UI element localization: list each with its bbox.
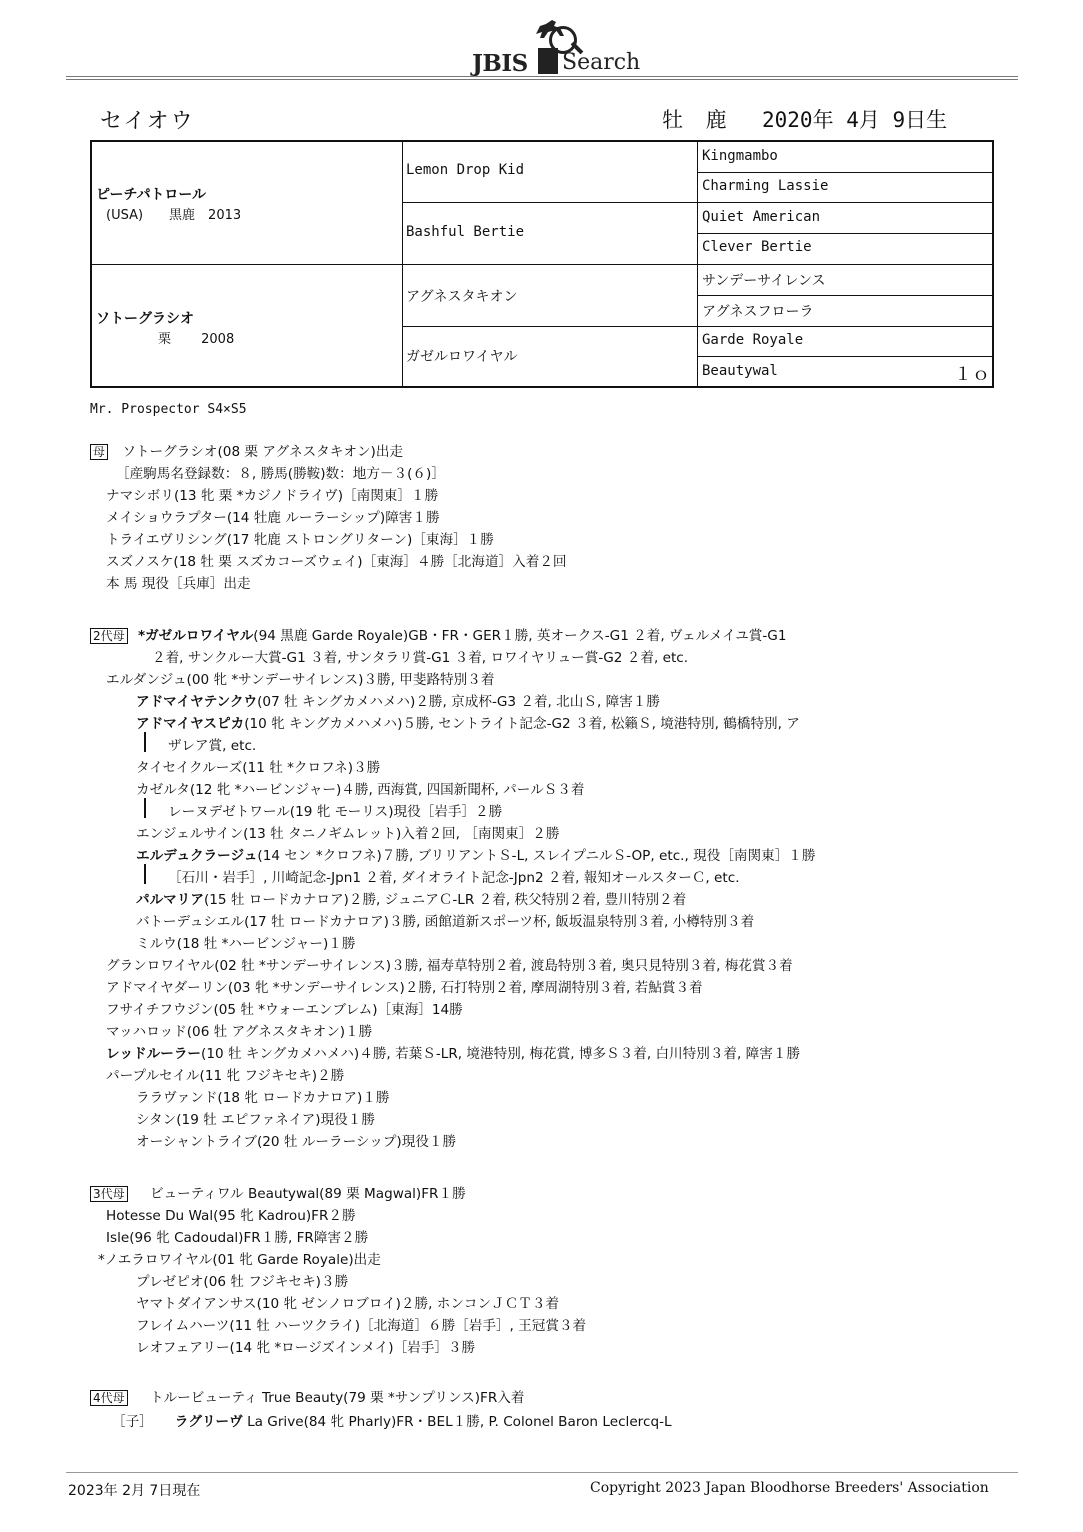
dam-detail: 栗 2008 [106, 332, 235, 347]
dam-line-4: トライエヴリシング(17 牝鹿 ストロングリターン)［東海］１勝 [106, 532, 494, 548]
gen2-line-8-cont: ［石川・岩手］, 川崎記念-Jpn1 ２着, ダイオライト記念-Jpn2 ２着, 報知オールスターＣ, etc. [168, 870, 740, 886]
title-row [98, 104, 988, 136]
gen2-tag: 2代母 [90, 628, 128, 644]
gen2-name: *ガゼルロワイヤル [137, 628, 254, 644]
dam-line-5: スズノスケ(18 牡 栗 スズカコーズウェイ)［東海］４勝［北海道］入着２回 [106, 554, 567, 570]
gen2-line-4: タイセイクルーズ(11 牡 *クロフネ)３勝 [136, 760, 381, 776]
sire-sire: Lemon Drop Kid [406, 162, 525, 178]
gen3-header [90, 1182, 466, 1202]
dam-line-0: ソトーグラシオ(08 栗 アグネスタキオン)出走 [122, 444, 404, 460]
header-divider [66, 76, 1018, 80]
offspring-bar [144, 732, 146, 752]
family-number: １ｏ [954, 364, 990, 385]
dam-section-header [90, 440, 403, 460]
logo-search-text: Search [562, 50, 641, 75]
gen2-line-15: マッハロッド(06 牡 アグネスタキオン)１勝 [106, 1024, 373, 1040]
gen2-line-5: カゼルタ(12 牝 *ハービンジャー)４勝, 西海賞, 四国新聞杯, パールＳ３着 [136, 782, 585, 798]
dam-line-2: ナマシボリ(13 牝 栗 *カジノドライヴ)［南関東］１勝 [106, 488, 439, 504]
dam-line-1: ［産駒馬名登録数：８, 勝馬(勝鞍)数：地方－３(６)］ [116, 466, 445, 482]
dam-sire: アグネスタキオン [406, 289, 518, 305]
dam-dam: ガゼルロワイヤル [406, 349, 518, 365]
dam-line-6: 本 馬 現役［兵庫］出走 [106, 576, 251, 592]
gen2-line-7: エンジェルサイン(13 牡 タニノギムレット)入着２回, ［南関東］２勝 [136, 826, 560, 842]
gen4-child-name: ラグリーヴ [174, 1414, 243, 1430]
dam-line-3: メイショウラプター(14 牡鹿 ルーラーシップ)障害１勝 [106, 510, 440, 526]
gen2-line-9: パルマリア(15 牡 ロードカナロア)２勝, ジュニアＣ-LR ２着, 秩父特別２着, 豊川特別２着 [136, 892, 687, 908]
gen4-child [112, 1410, 672, 1430]
gen4-child-detail: La Grive(84 牝 Pharly)FR・BEL１勝, P. Colonel Baron Leclercq-L [242, 1414, 672, 1430]
dam-cell [96, 308, 234, 347]
gen2-line-3-cont: ザレア賞, etc. [168, 738, 257, 754]
dam-name: ソトーグラシオ [96, 311, 194, 327]
gen2-line-6: レーヌデゼトワール(19 牝 モーリス)現役［岩手］２勝 [168, 804, 503, 820]
gen2-line-1: エルダンジュ(00 牝 *サンデーサイレンス)３勝, 甲斐路特別３着 [106, 672, 495, 688]
as-of-date: 2023年 2月 7日現在 [68, 1483, 201, 1499]
jbis-search-logo [466, 12, 641, 78]
gen3-line-7: レオフェアリー(14 牝 *ロージズインメイ)［岩手］３勝 [136, 1340, 476, 1356]
gen3-line-5: ヤマトダイアンサス(10 牝 ゼンノロブロイ)２勝, ホンコンＪＣＴ３着 [136, 1296, 560, 1312]
gen2-line-14: フサイチフウジン(05 牡 *ウォーエンブレム)［東海］14勝 [106, 1002, 463, 1018]
gen2-header [90, 624, 786, 644]
ped-sss: Kingmambo [702, 148, 778, 164]
offspring-bar [144, 864, 146, 884]
ped-dsd: アグネスフローラ [702, 304, 814, 320]
copyright: Copyright 2023 Japan Bloodhorse Breeders' Association [590, 1480, 989, 1496]
gen3-tag: 3代母 [90, 1186, 128, 1202]
gen4-tag: 4代母 [90, 1390, 128, 1406]
logo-jbis-text: JBIS [472, 50, 528, 77]
logo-area [0, 12, 1083, 82]
gen2-line-16: レッドルーラー(10 牡 キングカメハメハ)４勝, 若葉Ｓ-LR, 境港特別, 梅花賞, 博多Ｓ３着, 白川特別３着, 障害１勝 [106, 1046, 801, 1062]
gen3-line-2: Isle(96 牝 Cadoudal)FR１勝, FR障害２勝 [106, 1230, 369, 1246]
gen4-child-label: ［子］ [112, 1414, 153, 1430]
gen2-line-10: バトーデュシエル(17 牡 ロードカナロア)３勝, 函館道新スポーツ杯, 飯坂温泉特別３着, 小樽特別３着 [136, 914, 755, 930]
offspring-bar [144, 798, 146, 818]
ped-sds: Quiet American [702, 209, 821, 225]
ped-dss: サンデーサイレンス [702, 273, 826, 289]
ped-sdd: Clever Bertie [702, 239, 812, 255]
gen2-line-12: グランロワイヤル(02 牡 *サンデーサイレンス)３勝, 福寿草特別２着, 渡島特別３着, 奥只見特別３着, 梅花賞３着 [106, 958, 793, 974]
gen3-line-6: フレイムハーツ(11 牡 ハーツクライ)［北海道］６勝［岩手］, 王冠賞３着 [136, 1318, 587, 1334]
sire-dam: Bashful Bertie [406, 224, 525, 240]
inbreeding-note: Mr. Prospector S4×S5 [90, 402, 247, 417]
gen2-line-20: オーシャントライブ(20 牡 ルーラーシップ)現役１勝 [136, 1134, 457, 1150]
sire-cell [96, 184, 241, 223]
gen3-line-3: *ノエラロワイヤル(01 牝 Garde Royale)出走 [98, 1252, 381, 1268]
gen2-line-3: アドマイヤスピカ(10 牝 キングカメハメハ)５勝, セントライト記念-G2 ３着, 松籟Ｓ, 境港特別, 鶴橋特別, ア [136, 716, 800, 732]
gen2-line-11: ミルウ(18 牡 *ハービンジャー)１勝 [136, 936, 356, 952]
gen2-detail: (94 黒鹿 Garde Royale)GB・FR・GER１勝, 英オークス-G1 ２着, ヴェルメイユ賞-G1 [253, 628, 787, 644]
gen2-line-2: アドマイヤテンクウ(07 牡 キングカメハメハ)２勝, 京成杯-G3 ２着, 北山Ｓ, 障害１勝 [136, 694, 660, 710]
ped-ddd: Beautywal [702, 363, 778, 379]
gen4-head: トルービューティ True Beauty(79 栗 *サンプリンス)FR入着 [149, 1390, 525, 1406]
sire-name: ピーチパトロール [96, 187, 207, 203]
horse-name: セイオウ [100, 109, 195, 134]
gen2-detail-cont: ２着, サンクルー大賞-G1 ３着, サンタラリ賞-G1 ３着, ロワイヤリュー賞-G2 ２着, etc. [152, 650, 689, 666]
gen2-line-17: パープルセイル(11 牝 フジキセキ)２勝 [106, 1068, 345, 1084]
gen2-line-19: シタン(19 牡 エピファネイア)現役１勝 [136, 1112, 375, 1128]
gen3-line-1: Hotesse Du Wal(95 牝 Kadrou)FR２勝 [106, 1208, 356, 1224]
dam-tag: 母 [90, 444, 108, 460]
gen3-line-4: プレゼピオ(06 牡 フジキセキ)３勝 [136, 1274, 349, 1290]
footer-divider [66, 1472, 1018, 1473]
gen2-line-18: ララヴァンド(18 牝 ロードカナロア)１勝 [136, 1090, 390, 1106]
birth-date: 2020年 4月 9日生 [762, 108, 948, 132]
sex-color: 牡 鹿 [662, 108, 735, 132]
pedigree-table [90, 140, 994, 388]
ped-ssd: Charming Lassie [702, 178, 829, 194]
gen2-line-8: エルデュクラージュ(14 セン *クロフネ)７勝, ブリリアントＳ-L, スレイプニルＳ-OP, etc., 現役［南関東］１勝 [136, 848, 816, 864]
gen2-line-13: アドマイヤダーリン(03 牝 *サンデーサイレンス)２勝, 石打特別２着, 摩周湖特別３着, 若鮎賞３着 [106, 980, 703, 996]
gen4-header [90, 1386, 524, 1406]
ped-dds: Garde Royale [702, 332, 804, 348]
gen3-head: ビューティワル Beautywal(89 栗 Magwal)FR１勝 [149, 1186, 466, 1202]
sire-detail: (USA) 黒鹿 2013 [106, 208, 242, 223]
